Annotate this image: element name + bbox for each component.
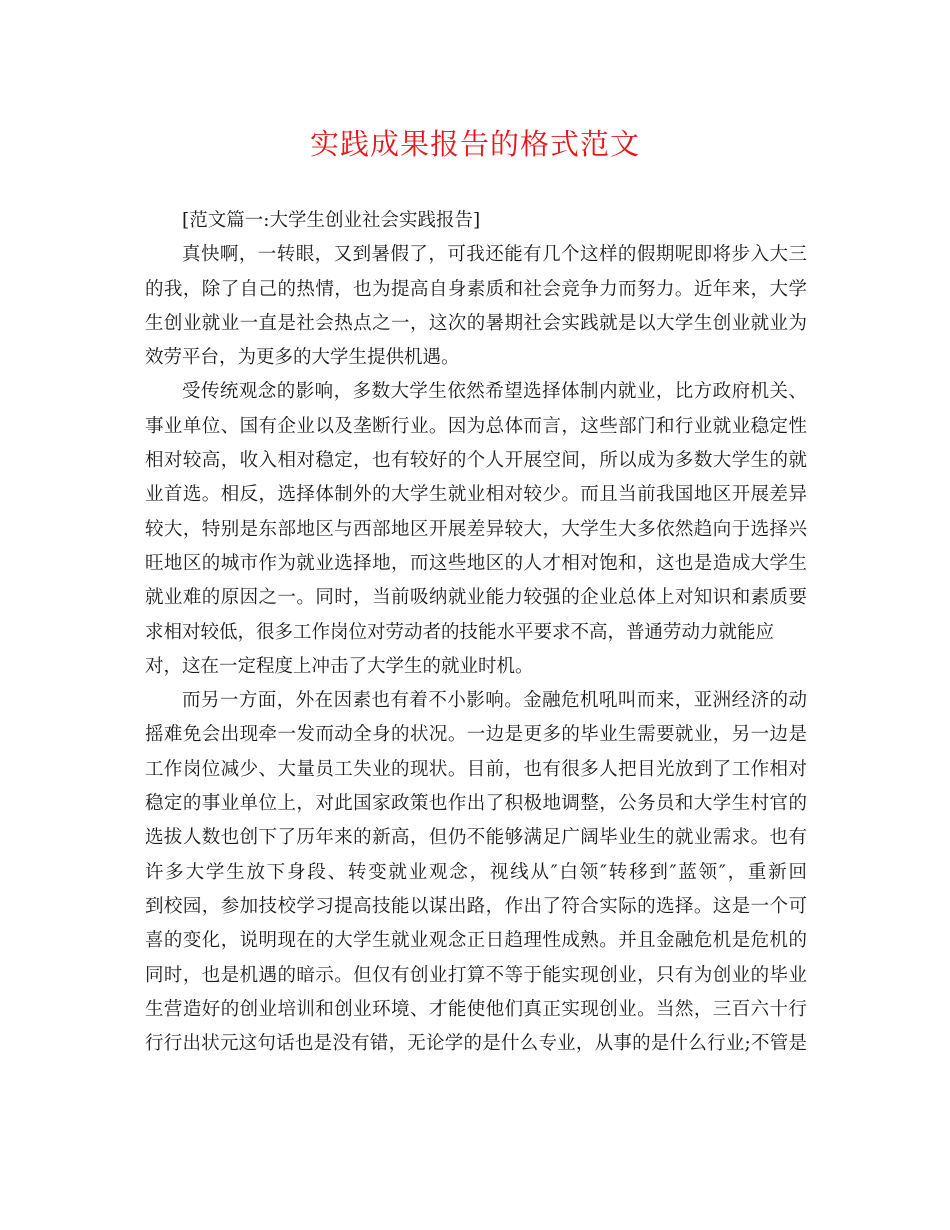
- paragraph-line: 的我，除了自己的热情，也为提高自身素质和社会竞争力而努力。近年来，大学: [145, 278, 807, 300]
- paragraph-line: 选拔人数也创下了历年来的新高，但仍不能够满足广阔毕业生的就业需求。也有: [145, 827, 807, 849]
- paragraph-line: 就业难的原因之一。同时，当前吸纳就业能力较强的企业总体上对知识和素质要: [145, 587, 807, 609]
- paragraph-line: 许多大学生放下身段、转变就业观念，视线从″白领″转移到″蓝领″，重新回: [145, 861, 807, 883]
- paragraph-line: 较大，特别是东部地区与西部地区开展差异较大，大学生大多依然趋向于选择兴: [145, 518, 807, 540]
- document-title: 实践成果报告的格式范文: [309, 127, 640, 161]
- paragraph-line: 事业单位、国有企业以及垄断行业。因为总体而言，这些部门和行业就业稳定性: [145, 415, 807, 437]
- paragraph-line: 到校园，参加技校学习提高技能以谋出路，作出了符合实际的选择。这是一个可: [145, 895, 807, 917]
- paragraph-line: 旺地区的城市作为就业选择地，而这些地区的人才相对饱和，这也是造成大学生: [145, 552, 807, 574]
- document-body: [145, 204, 807, 1061]
- paragraph-line: 同时，也是机遇的暗示。但仅有创业打算不等于能实现创业，只有为创业的毕业: [145, 964, 807, 986]
- paragraph-line: 摇难免会出现牵一发而动全身的状况。一边是更多的毕业生需要就业，另一边是: [145, 724, 807, 746]
- paragraph-line: 相对较高，收入相对稳定，也有较好的个人开展空间，所以成为多数大学生的就: [145, 450, 807, 472]
- paragraph-line: 喜的变化，说明现在的大学生就业观念正日趋理性成熟。并且金融危机是危机的: [145, 930, 807, 952]
- paragraph-line: 而另一方面，外在因素也有着不小影响。金融危机吼叫而来，亚洲经济的动: [182, 690, 807, 712]
- paragraph-line: 效劳平台，为更多的大学生提供机遇。: [145, 347, 460, 369]
- paragraph-line: 求相对较低，很多工作岗位对劳动者的技能水平要求不高，普通劳动力就能应: [145, 621, 775, 643]
- paragraph-line: 业首选。相反，选择体制外的大学生就业相对较少。而且当前我国地区开展差异: [145, 484, 807, 506]
- paragraph-line: 真快啊，一转眼，又到暑假了，可我还能有几个这样的假期呢即将步入大三: [182, 244, 807, 266]
- paragraph-line: 行行出状元这句话也是没有错，无论学的是什么专业，从事的是什么行业;不管是: [145, 1033, 807, 1055]
- paragraph-line: 生创业就业一直是社会热点之一，这次的暑期社会实践就是以大学生创业就业为: [145, 312, 807, 334]
- paragraph-line: 对，这在一定程度上冲击了大学生的就业时机。: [145, 655, 534, 677]
- paragraph-line: 工作岗位减少、大量员工失业的现状。目前，也有很多人把目光放到了工作相对: [145, 758, 807, 780]
- paragraph-line: 受传统观念的影响，多数大学生依然希望选择体制内就业，比方政府机关、: [182, 381, 807, 403]
- paragraph-line: 生营造好的创业培训和创业环境、才能使他们真正实现创业。当然，三百六十行: [145, 998, 807, 1020]
- section-heading: [范文篇一:大学生创业社会实践报告]: [182, 210, 481, 231]
- paragraph-line: 稳定的事业单位上，对此国家政策也作出了积极地调整，公务员和大学生村官的: [145, 793, 807, 815]
